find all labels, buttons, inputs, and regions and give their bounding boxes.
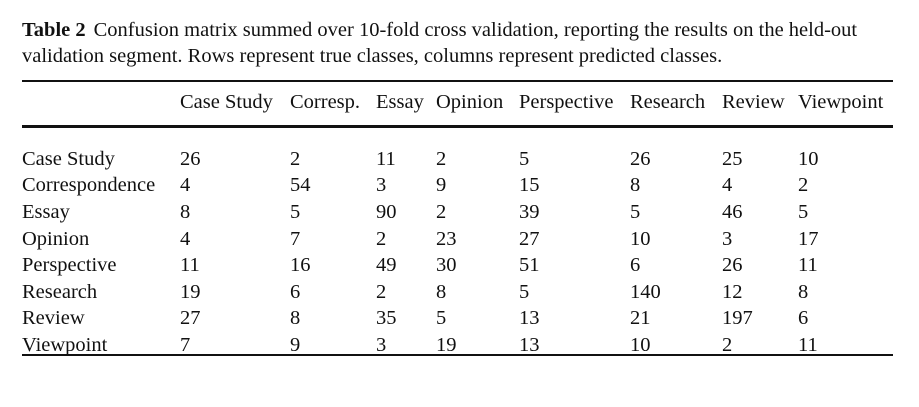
cell: 9: [290, 333, 301, 356]
header-row: [22, 87, 898, 117]
cell: 10: [630, 227, 651, 250]
cell: 2: [376, 227, 387, 250]
cell: 197: [722, 307, 753, 330]
cell: 49: [376, 254, 397, 277]
cell: 8: [630, 174, 641, 197]
cell: 46: [722, 200, 743, 223]
cell: 8: [798, 280, 809, 303]
cell: 3: [722, 227, 733, 250]
row-label: Review: [22, 307, 85, 330]
cell: 3: [376, 174, 387, 197]
column-header: Opinion: [436, 90, 504, 113]
cell: 16: [290, 254, 311, 277]
table-row: [22, 279, 898, 306]
header-corner: [22, 87, 180, 117]
row-label: Opinion: [22, 227, 90, 250]
top-rule: [22, 80, 893, 82]
cell: 4: [180, 174, 191, 197]
table-caption: [22, 17, 902, 69]
cell: 2: [436, 200, 447, 223]
cell: 6: [290, 280, 301, 303]
column-header: Perspective: [519, 90, 614, 113]
cell: 26: [630, 147, 651, 170]
cell: 13: [519, 307, 540, 330]
cell: 10: [798, 147, 819, 170]
row-label: Essay: [22, 200, 70, 223]
cell: 8: [436, 280, 447, 303]
row-label: Viewpoint: [22, 333, 108, 356]
cell: 4: [180, 227, 191, 250]
caption-text: Confusion matrix summed over 10-fold cross validation, reporting the results on the held-out validation segment. Rows represent true classes, columns represent predicted classes.: [22, 19, 858, 67]
cell: 2: [722, 333, 733, 356]
table-row: [22, 173, 898, 200]
cell: 11: [798, 333, 818, 356]
cell: 27: [519, 227, 540, 250]
table-row: [22, 226, 898, 253]
cell: 8: [290, 307, 301, 330]
cell: 11: [376, 147, 396, 170]
cell: 6: [798, 307, 809, 330]
table-row: [22, 252, 898, 279]
cell: 11: [180, 254, 200, 277]
row-label: Perspective: [22, 254, 117, 277]
cell: 5: [290, 200, 301, 223]
cell: 5: [630, 200, 641, 223]
cell: 2: [436, 147, 447, 170]
cell: 35: [376, 307, 397, 330]
cell: 90: [376, 200, 397, 223]
cell: 25: [722, 147, 743, 170]
cell: 39: [519, 200, 540, 223]
cell: 9: [436, 174, 447, 197]
cell: 19: [436, 333, 457, 356]
column-header: Review: [722, 90, 785, 113]
cell: 51: [519, 254, 540, 277]
column-header: Corresp.: [290, 90, 361, 113]
row-label: Case Study: [22, 147, 115, 170]
cell: 5: [519, 147, 530, 170]
cell: 27: [180, 307, 201, 330]
caption-label: Table 2: [22, 19, 86, 41]
cell: 26: [722, 254, 743, 277]
cell: 54: [290, 174, 311, 197]
cell: 12: [722, 280, 743, 303]
cell: 21: [630, 307, 651, 330]
cell: 23: [436, 227, 457, 250]
cell: 5: [798, 200, 809, 223]
cell: 11: [798, 254, 818, 277]
column-header: Case Study: [180, 90, 273, 113]
cell: 19: [180, 280, 201, 303]
cell: 7: [180, 333, 191, 356]
confusion-matrix-table: [22, 87, 898, 359]
cell: 15: [519, 174, 540, 197]
cell: 6: [630, 254, 641, 277]
column-header: Research: [630, 90, 706, 113]
cell: 5: [519, 280, 530, 303]
cell: 10: [630, 333, 651, 356]
cell: 2: [290, 147, 301, 170]
column-header: Viewpoint: [798, 90, 884, 113]
cell: 30: [436, 254, 457, 277]
cell: 2: [798, 174, 809, 197]
table-row: [22, 146, 898, 173]
cell: 13: [519, 333, 540, 356]
cell: 7: [290, 227, 301, 250]
row-label: Correspondence: [22, 174, 156, 197]
cell: 8: [180, 200, 191, 223]
column-header: Essay: [376, 90, 424, 113]
table-row: [22, 306, 898, 333]
cell: 5: [436, 307, 447, 330]
table-row: [22, 199, 898, 226]
row-label: Research: [22, 280, 98, 303]
cell: 17: [798, 227, 819, 250]
cell: 4: [722, 174, 733, 197]
table-row: [22, 332, 898, 359]
cell: 140: [630, 280, 661, 303]
cell: 3: [376, 333, 387, 356]
cell: 2: [376, 280, 387, 303]
cell: 26: [180, 147, 201, 170]
